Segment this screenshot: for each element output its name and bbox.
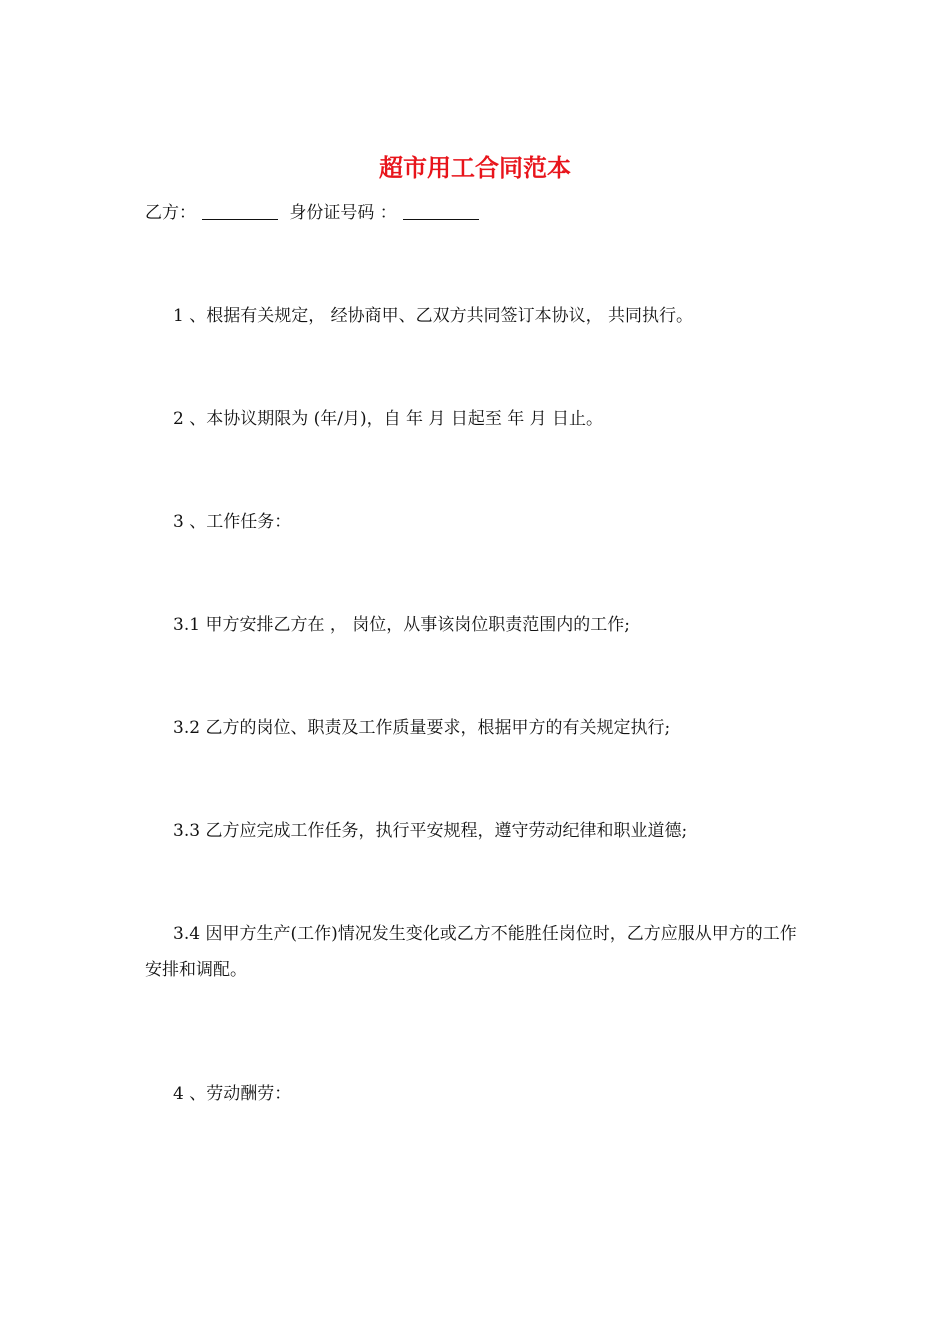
document-title: 超市用工合同范本 bbox=[379, 154, 571, 182]
party-info-line bbox=[145, 199, 485, 227]
clause-3-2: 3.2 乙方的岗位、职责及工作质量要求，根据甲方的有关规定执行; bbox=[173, 718, 671, 738]
clause-3-4: 3.4 因甲方生产(工作)情况发生变化或乙方不能胜任岗位时，乙方应服从甲方的工作安排和调配。 bbox=[145, 924, 797, 980]
party-b-name-blank[interactable] bbox=[202, 203, 278, 220]
clause-2: 2 、本协议期限为 (年/月)，自 年 月 日起至 年 月 日止。 bbox=[173, 409, 604, 429]
clause-1: 1 、根据有关规定， 经协商甲、乙双方共同签订本协议， 共同执行。 bbox=[173, 306, 694, 326]
clause-4: 4 、劳动酬劳： bbox=[173, 1084, 292, 1104]
party-b-label: 乙方： bbox=[145, 203, 196, 223]
id-number-blank[interactable] bbox=[403, 203, 479, 220]
id-number-label: 身份证号码 ： bbox=[289, 203, 397, 223]
clause-3: 3 、工作任务： bbox=[173, 512, 292, 532]
clause-3-1: 3.1 甲方安排乙方在 ， 岗位，从事该岗位职责范围内的工作; bbox=[173, 615, 630, 635]
clause-3-3: 3.3 乙方应完成工作任务，执行平安规程，遵守劳动纪律和职业道德; bbox=[173, 821, 688, 841]
